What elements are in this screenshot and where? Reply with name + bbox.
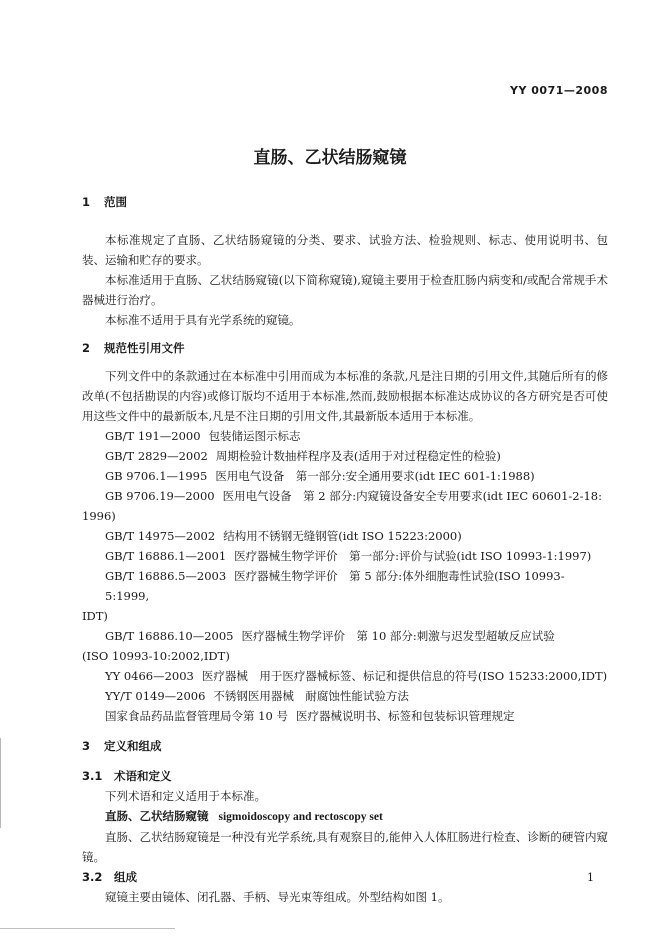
reference-title: 医疗器械生物学评价 第 10 部分:刺激与迟发型超敏反应试验	[241, 629, 555, 643]
paragraph: 下列术语和定义适用于本标准。	[105, 789, 266, 803]
section-number: 3	[82, 739, 91, 753]
reference-title: 周期检验计数抽样程序及表(适用于对过程稳定性的检验)	[215, 449, 501, 463]
reference-code: YY/T 0149—2006	[105, 689, 206, 703]
reference-item	[82, 666, 608, 686]
reference-item	[82, 446, 608, 466]
reference-code: 国家食品药品监督管理局令第 10 号	[105, 709, 288, 723]
reference-code: GB/T 191—2000	[105, 429, 201, 443]
term-entry	[82, 806, 608, 827]
reference-item	[82, 686, 608, 706]
reference-item	[82, 426, 608, 446]
section-title: 范围	[104, 195, 127, 209]
reference-item	[82, 566, 608, 626]
section-1-heading	[82, 192, 608, 212]
section-title: 规范性引用文件	[104, 341, 185, 355]
reference-code: GB/T 14975—2002	[105, 529, 216, 543]
reference-item	[82, 486, 608, 526]
standard-code: YY 0071—2008	[510, 84, 608, 97]
reference-code: GB 9706.19—2000	[105, 489, 215, 503]
subsection-title: 术语和定义	[114, 769, 172, 783]
reference-title: 医用电气设备 第一部分:安全通用要求(idt IEC 601-1:1988)	[215, 469, 535, 483]
paragraph: 下列文件中的条款通过在本标准中引用而成为本标准的条款,凡是注日期的引用文件,其随后所有的修改单(不包括勘误的内容)或修订版均不适用于本标准,然而,鼓励根据本标准达成协议的各方研究是否可使用这些文件中的最新版本,凡是不注日期的引用文件,其最新版本适用于本标准。	[82, 369, 608, 423]
subsection-number: 3.2	[82, 870, 103, 884]
reference-title: 医疗器械生物学评价 第一部分:评价与试验(idt ISO 10993-1:1997)	[234, 549, 592, 563]
reference-title: 不锈钢医用器械 耐腐蚀性能试验方法	[213, 689, 409, 703]
subsection-3-1-heading	[82, 766, 608, 786]
paragraph: 本标准适用于直肠、乙状结肠窥镜(以下简称窥镜),窥镜主要用于检查肛肠内病变和/或配合常规手术器械进行治疗。	[82, 273, 608, 307]
reference-item	[82, 546, 608, 566]
reference-title: 医疗器械说明书、标签和包装标识管理规定	[295, 709, 515, 723]
reference-title: 包装储运图示标志	[208, 429, 301, 443]
term-chinese: 直肠、乙状结肠窥镜	[105, 809, 209, 823]
subsection-title: 组成	[114, 870, 137, 884]
reference-code: GB/T 16886.10—2005	[105, 629, 234, 643]
reference-code: GB/T 16886.5—2003	[105, 569, 227, 583]
paragraph: 窥镜主要由镜体、闭孔器、手柄、导光束等组成。外型结构如图 1。	[105, 890, 450, 904]
reference-continuation: 1996)	[82, 509, 116, 523]
paragraph: 本标准不适用于具有光学系统的窥镜。	[105, 313, 301, 327]
reference-title: 医疗器械生物学评价 第 5 部分:体外细胞毒性试验(ISO 10993-5:1999,	[105, 569, 565, 603]
reference-title: 医疗器械 用于医疗器械标签、标记和提供信息的符号(ISO 15233:2000,IDT)	[201, 669, 608, 683]
term-english: sigmoidoscopy and rectoscopy set	[218, 811, 383, 823]
reference-code: GB/T 16886.1—2001	[105, 549, 227, 563]
paragraph: 本标准规定了直肠、乙状结肠窥镜的分类、要求、试验方法、检验规则、标志、使用说明书、包装、运输和贮存的要求。	[82, 233, 608, 267]
reference-code: GB/T 2829—2002	[105, 449, 208, 463]
reference-title: 医用电气设备 第 2 部分:内窥镜设备安全专用要求(idt IEC 60601-2-18:	[222, 489, 602, 503]
reference-item	[82, 626, 608, 666]
document-body	[82, 192, 608, 907]
section-3-heading	[82, 736, 608, 756]
definition-paragraph: 直肠、乙状结肠窥镜是一种没有光学系统,具有观察目的,能伸入人体肛肠进行检查、诊断的硬管内窥镜。	[82, 830, 608, 864]
reference-item	[82, 706, 608, 726]
page-number: 1	[587, 871, 594, 884]
reference-title: 结构用不锈钢无缝钢管(idt ISO 15223:2000)	[223, 529, 462, 543]
section-title: 定义和组成	[104, 739, 162, 753]
margin-mark	[0, 738, 5, 828]
reference-continuation: (ISO 10993-10:2002,IDT)	[82, 649, 230, 663]
reference-code: YY 0466—2003	[105, 669, 194, 683]
reference-code: GB 9706.1—1995	[105, 469, 208, 483]
document-title: 直肠、乙状结肠窥镜	[253, 148, 407, 168]
section-2-heading	[82, 338, 608, 358]
reference-item	[82, 466, 608, 486]
subsection-number: 3.1	[82, 769, 103, 783]
section-number: 1	[82, 195, 91, 209]
reference-item	[82, 526, 608, 546]
reference-continuation: IDT)	[82, 609, 108, 623]
section-number: 2	[82, 341, 91, 355]
subsection-3-2-heading	[82, 867, 608, 887]
bottom-rule	[0, 928, 175, 930]
